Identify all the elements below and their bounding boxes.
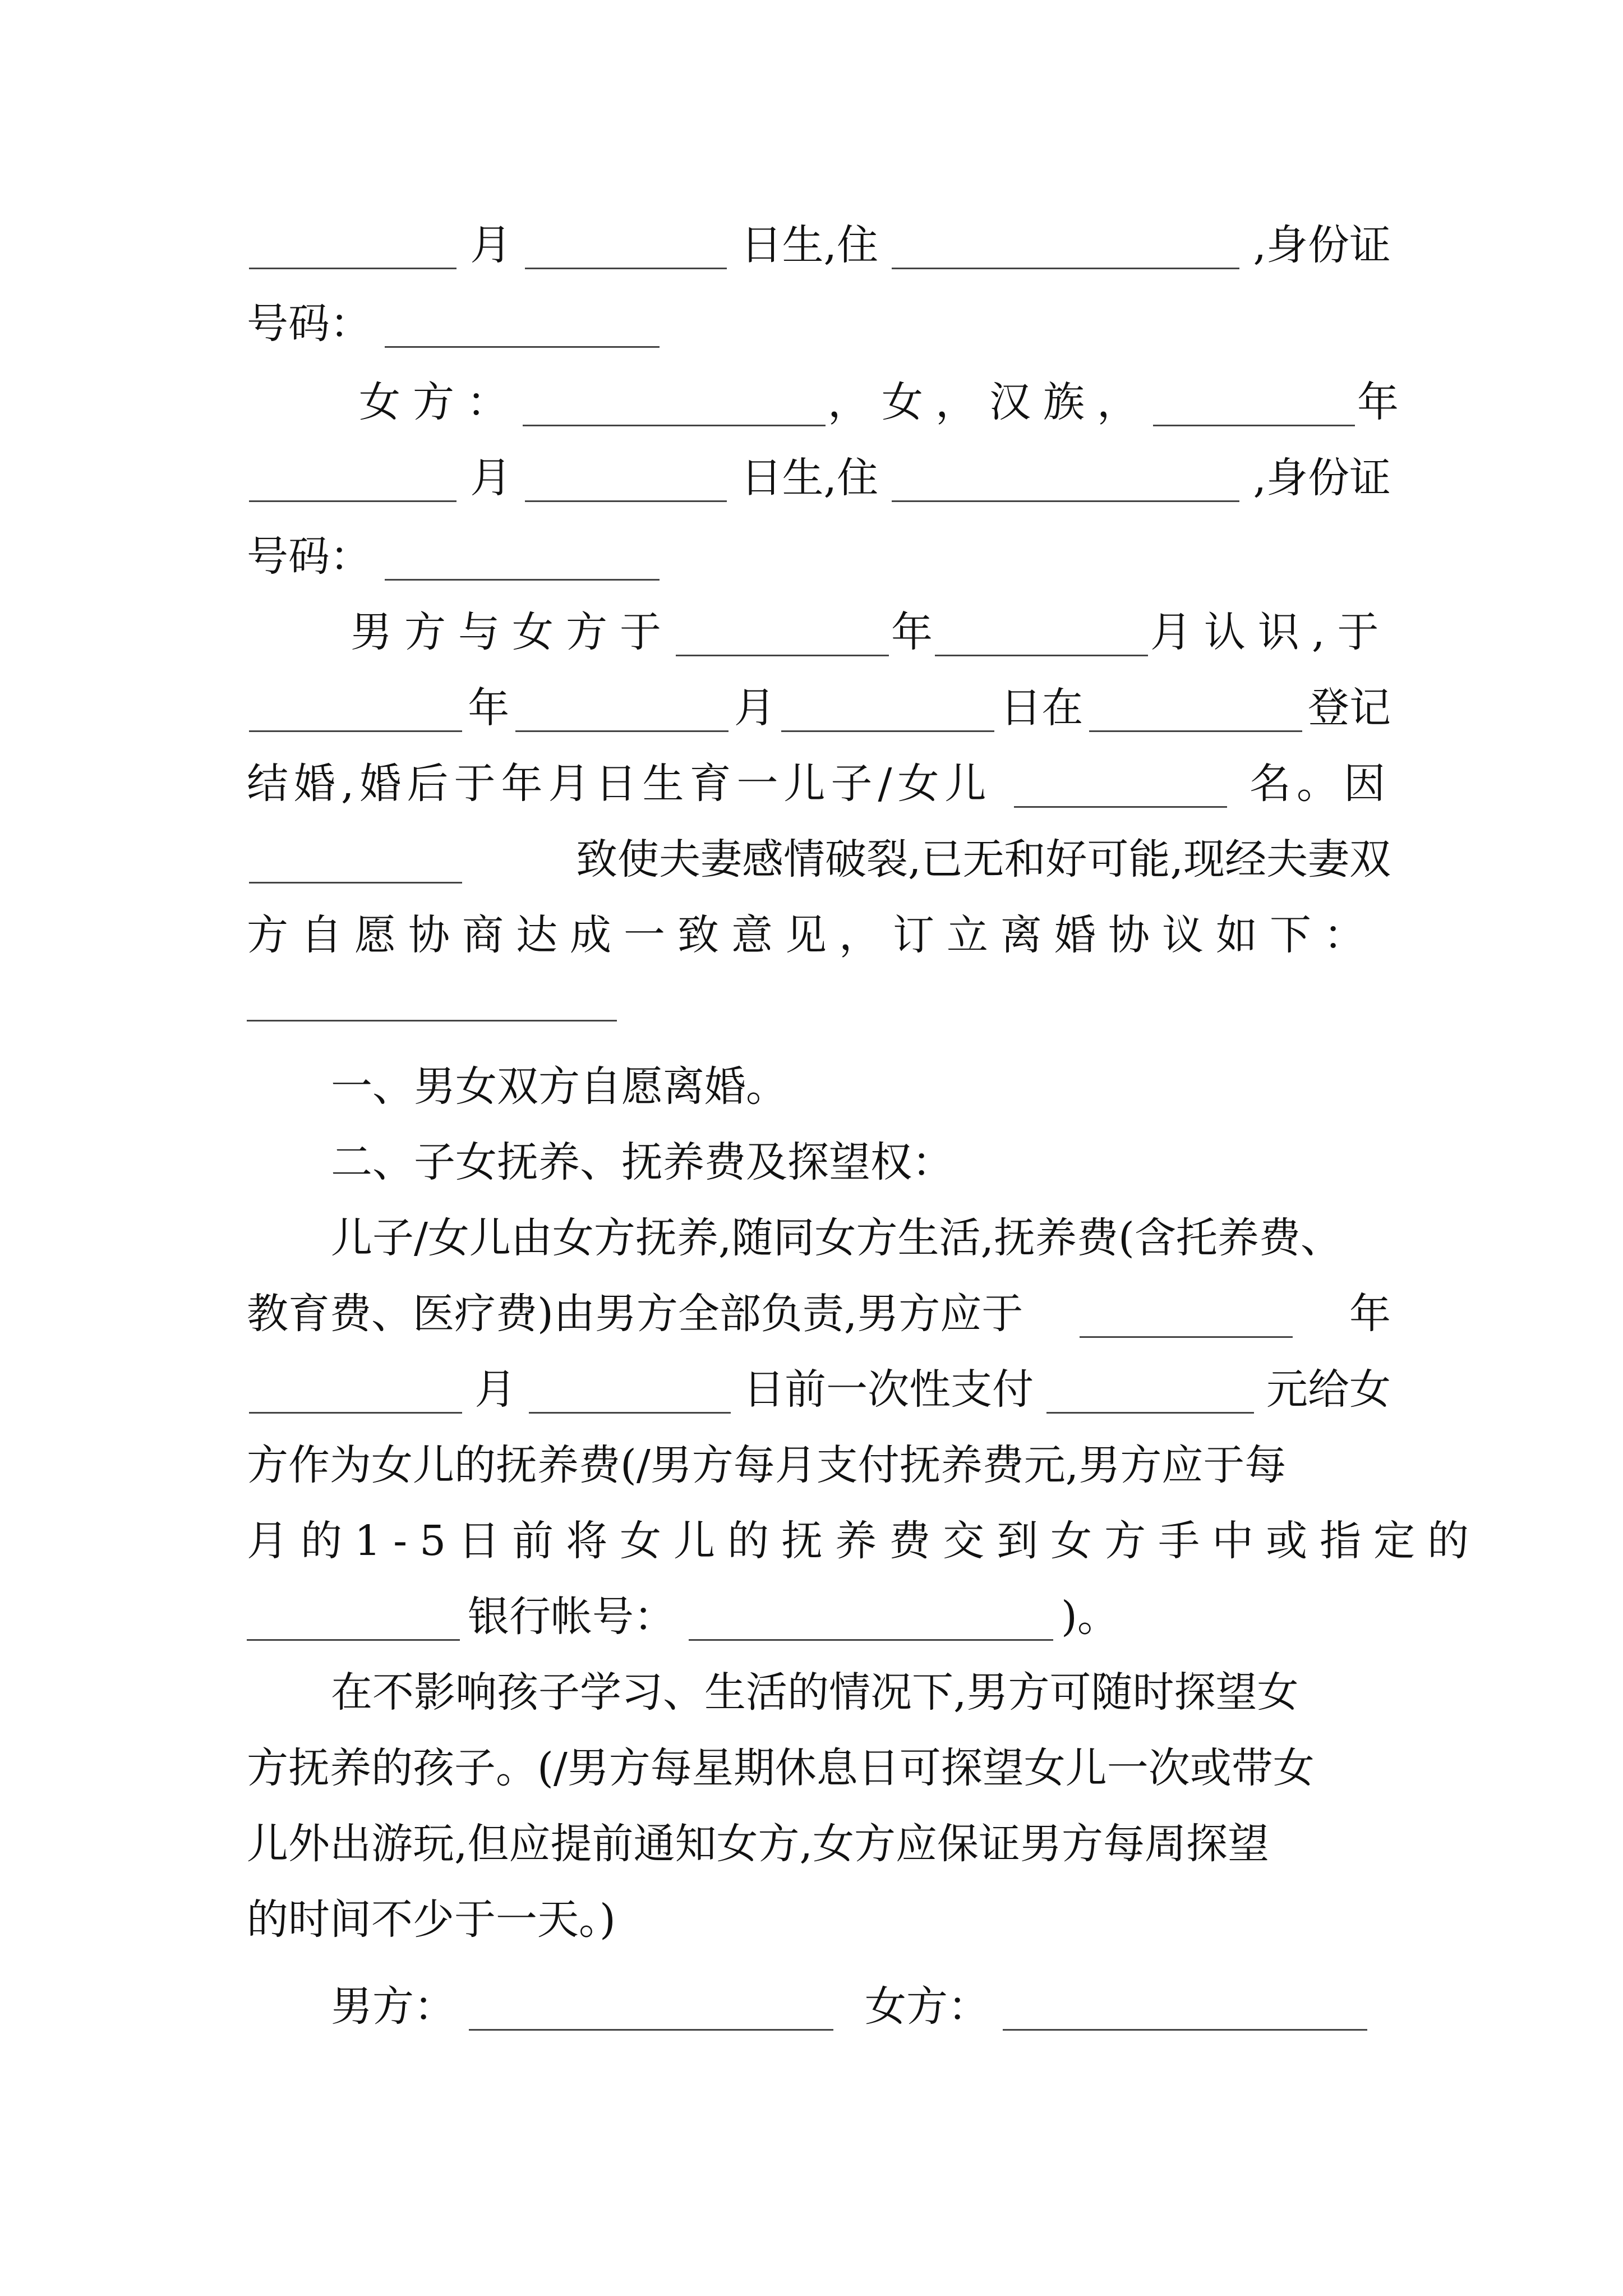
id-number-blank[interactable] [385,532,660,581]
label-yuan-to-female: 元给女 [1266,1365,1391,1414]
month-blank[interactable] [249,220,457,269]
support-text-2: 月的1-5日前将女儿的抚养费交到女方手中或指定的 [247,1516,1482,1565]
visitation-text-2: 方抚养的孩子。(/男方每星期休息日可探望女儿一次或带女 [247,1743,1315,1792]
female-name-blank[interactable] [523,378,826,426]
visitation-text-1: 在不影响孩子学习、生活的情况下,男方可随时探望女 [331,1668,1299,1717]
visitation-line-2 [247,1731,1391,1792]
visitation-text-3: 儿外出游玩,但应提前通知女方,女方应保证男方每周探望 [247,1819,1270,1868]
separator-blank[interactable] [247,1020,617,1022]
year-blank[interactable] [1080,1289,1293,1338]
clause-1 [331,1049,1391,1111]
custody-text-2: 教育费、医疗费)由男方全部负责,男方应于 [247,1289,1023,1338]
day-blank[interactable] [529,1365,731,1414]
reason-blank[interactable] [249,835,462,884]
label-year: 年 [1357,378,1399,426]
label-born-live: 日生,住 [740,220,879,269]
support-line-1 [247,1428,1391,1489]
label-month: 月 [470,220,512,269]
reason-line [247,822,1391,884]
year-blank[interactable] [1153,378,1355,426]
visitation-line-4 [247,1882,1391,1944]
support-line-2 [247,1503,1482,1565]
birthdate-address-line-female [247,440,1391,502]
support-text-1: 方作为女儿的抚养费(/男方每月支付抚养费元,男方应于每 [247,1441,1287,1489]
month-blank[interactable] [515,683,728,732]
label-month: 月 [734,683,776,732]
day-blank[interactable] [525,220,727,269]
custody-line-1 [331,1200,1391,1262]
agreement-intro-line [247,898,1391,959]
month-blank[interactable] [249,453,457,502]
payment-date-line [247,1352,1391,1414]
clause-2-heading-text: 二、子女抚养、抚养费及探望权： [331,1138,953,1186]
amount-blank[interactable] [1046,1365,1254,1414]
day-blank[interactable] [781,683,994,732]
female-party-line [359,365,1399,426]
male-signature-blank[interactable] [469,1982,833,2031]
acquaintance-line [351,595,1391,656]
bank-account-line [247,1579,1391,1641]
label-month-met: 月认识,于 [1150,608,1391,656]
label-day-at: 日在 [1000,683,1083,732]
month-blank[interactable] [249,1365,462,1414]
label-lump-sum: 日前一次性支付 [743,1365,1034,1414]
id-number-line-female [247,519,1391,581]
label-met: 男方与女方于 [351,608,674,656]
place-blank[interactable] [1089,683,1302,732]
signature-line [331,1969,1391,2031]
address-blank[interactable] [892,220,1239,269]
label-close-paren: )。 [1061,1592,1119,1641]
label-month: 月 [470,453,512,502]
year-blank[interactable] [249,683,462,732]
label-female: 女方： [359,378,520,426]
female-signature-blank[interactable] [1003,1982,1367,2031]
registration-date-line [247,670,1391,732]
visitation-line-3 [247,1806,1391,1868]
marriage-children-line [247,746,1391,808]
clause-1-text: 一、男女双方自愿离婚。 [331,1062,787,1111]
custody-line-2 [247,1276,1391,1338]
label-month: 月 [474,1365,517,1414]
label-agreement-intro: 方自愿协商达成一致意见，订立离婚协议如下： [247,910,1377,959]
label-count-because: 名。因 [1249,759,1391,808]
visitation-line-1 [331,1655,1391,1717]
visitation-text-4: 的时间不少于一天。) [247,1895,616,1944]
label-marriage-children: 结婚,婚后于年月日生育一儿子/女儿 [247,759,992,808]
label-year: 年 [1349,1289,1391,1338]
label-bank-account: 银行帐号： [468,1592,675,1641]
label-female-signature: 女方： [865,1982,989,2031]
account-number-blank[interactable] [689,1592,1053,1641]
year-blank[interactable] [676,608,889,656]
month-blank[interactable] [935,608,1148,656]
label-id: ,身份证 [1253,220,1391,269]
label-id: ,身份证 [1253,453,1391,502]
label-id-number: 号码： [247,532,371,581]
day-blank[interactable] [525,453,727,502]
label-breakdown: 致使夫妻感情破裂,已无和好可能,现经夫妻双 [575,835,1391,884]
children-count-blank[interactable] [1014,759,1227,808]
custody-text-1: 儿子/女儿由女方抚养,随同女方生活,抚养费(含托养费、 [331,1213,1342,1262]
label-year: 年 [891,608,933,656]
clause-2-heading [331,1125,1391,1186]
birthdate-address-line-male [247,208,1391,269]
id-number-line-male [247,286,1391,348]
label-year: 年 [468,683,510,732]
id-number-blank[interactable] [385,299,660,348]
address-blank[interactable] [892,453,1239,502]
label-born-live: 日生,住 [740,453,879,502]
label-female-ethnicity: ，女，汉族， [828,378,1151,426]
bank-blank[interactable] [247,1592,460,1641]
label-id-number: 号码： [247,299,371,348]
label-male-signature: 男方： [331,1982,455,2031]
label-register: 登记 [1307,683,1391,732]
